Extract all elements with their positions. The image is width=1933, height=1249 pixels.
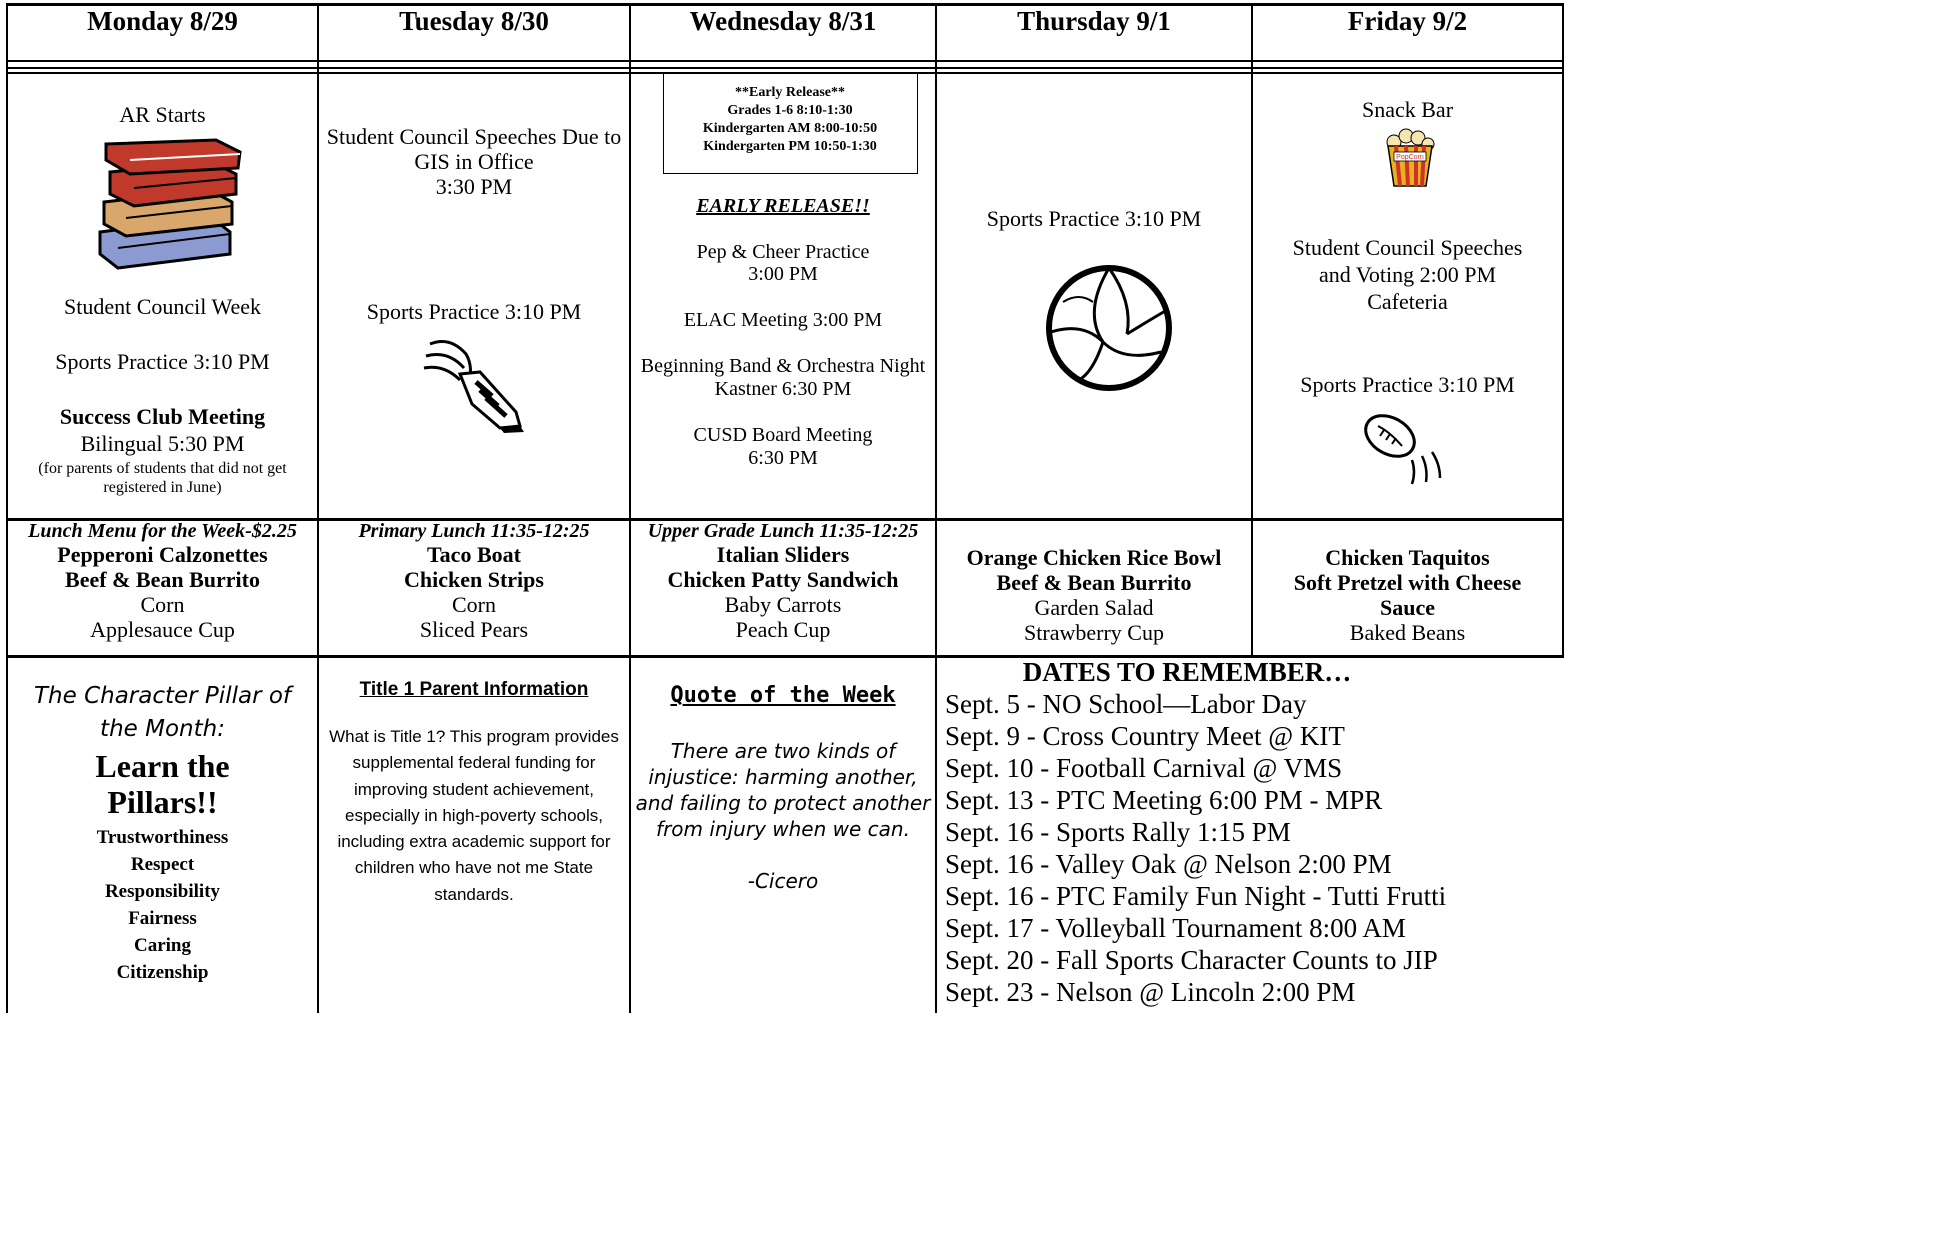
lunch-tuesday bbox=[319, 520, 629, 642]
snack-bar: Snack Bar bbox=[1361, 97, 1454, 122]
dates-to-remember bbox=[937, 657, 1562, 1008]
lunch-item: Sliced Pears bbox=[419, 617, 529, 642]
early-release-box bbox=[663, 73, 918, 174]
quote-of-week bbox=[631, 682, 935, 894]
date-item: Sept. 20 - Fall Sports Character Counts to JIP bbox=[945, 945, 1438, 975]
band-night: Beginning Band & Orchestra Night bbox=[640, 355, 926, 377]
lunch-thursday bbox=[937, 545, 1251, 645]
lunch-item: Soft Pretzel with Cheese bbox=[1293, 570, 1522, 595]
lunch-item: Baked Beans bbox=[1349, 620, 1466, 645]
lunch-item: Beef & Bean Burrito bbox=[996, 570, 1192, 595]
lunch-item: Corn bbox=[140, 592, 185, 617]
pillar-item: Respect bbox=[130, 854, 195, 875]
tuesday-sports-practice: Sports Practice 3:10 PM bbox=[366, 299, 582, 324]
date-item: Sept. 16 - Sports Rally 1:15 PM bbox=[945, 817, 1291, 847]
lunch-monday bbox=[8, 520, 317, 642]
early-release-heading: EARLY RELEASE!! bbox=[696, 195, 870, 217]
lunch-item: Beef & Bean Burrito bbox=[65, 567, 260, 592]
date-item: Sept. 5 - NO School—Labor Day bbox=[945, 689, 1307, 719]
day-header-wednesday: Wednesday 8/31 bbox=[689, 6, 877, 36]
quote-heading: Quote of the Week bbox=[670, 683, 896, 708]
title1-body: What is Title 1? This program provides supplemental federal funding for improving student achievement, especially in high-poverty schools, including extra academic support for children who have not me State standards. bbox=[329, 727, 619, 904]
date-item: Sept. 13 - PTC Meeting 6:00 PM - MPR bbox=[945, 785, 1383, 815]
quote-text: There are two kinds of injustice: harming another, and failing to protect another from injury when we can. bbox=[635, 739, 931, 841]
quote-author: -Cicero bbox=[747, 869, 819, 893]
pillar-item: Fairness bbox=[128, 908, 197, 929]
lunch-header: Upper Grade Lunch 11:35-12:25 bbox=[647, 520, 919, 542]
winged-shoe-icon bbox=[420, 334, 530, 439]
date-item: Sept. 23 - Nelson @ Lincoln 2:00 PM bbox=[945, 977, 1356, 1007]
lunch-item: Baby Carrots bbox=[724, 592, 842, 617]
title1-info bbox=[319, 678, 629, 908]
speeches-due-time: 3:30 PM bbox=[435, 174, 513, 199]
pillar-intro: The Character Pillar of the Month: bbox=[33, 683, 292, 742]
date-item: Sept. 9 - Cross Country Meet @ KIT bbox=[945, 721, 1345, 751]
popcorn-label: PopCorn bbox=[1396, 154, 1424, 161]
lunch-item: Peach Cup bbox=[735, 617, 831, 642]
thursday-sports-practice: Sports Practice 3:10 PM bbox=[986, 206, 1202, 231]
title1-heading: Title 1 Parent Information bbox=[359, 679, 589, 700]
success-club-meeting: Success Club Meeting bbox=[59, 404, 266, 429]
lunch-friday bbox=[1253, 545, 1562, 645]
volleyball-icon bbox=[1043, 262, 1175, 399]
day-header-monday: Monday 8/29 bbox=[87, 6, 238, 36]
lunch-item: Strawberry Cup bbox=[1024, 620, 1164, 645]
box-line-grades: Grades 1-6 8:10-1:30 bbox=[727, 103, 853, 118]
lunch-item: Chicken Strips bbox=[404, 567, 544, 592]
friday-speeches-line3: Cafeteria bbox=[1367, 289, 1448, 314]
date-item: Sept. 17 - Volleyball Tournament 8:00 AM bbox=[945, 913, 1406, 943]
box-title: **Early Release** bbox=[734, 85, 846, 100]
friday-sports-practice: Sports Practice 3:10 PM bbox=[1300, 372, 1515, 397]
cusd-board-meeting: CUSD Board Meeting bbox=[693, 424, 873, 446]
football-icon bbox=[1360, 410, 1450, 495]
lunch-item: Italian Sliders bbox=[716, 542, 850, 567]
bilingual-meeting: Bilingual 5:30 PM bbox=[80, 431, 245, 456]
pep-cheer-practice: Pep & Cheer Practice bbox=[696, 241, 870, 263]
pillar-item: Trustworthiness bbox=[96, 827, 229, 848]
pillar-item: Caring bbox=[134, 935, 191, 956]
friday-speeches-line1: Student Council Speeches bbox=[1292, 235, 1523, 260]
friday-speeches-line2: and Voting 2:00 PM bbox=[1318, 262, 1497, 287]
box-line-kinder-pm: Kindergarten PM 10:50-1:30 bbox=[703, 139, 877, 154]
popcorn-icon bbox=[1382, 128, 1438, 193]
monday-sports-practice: Sports Practice 3:10 PM bbox=[55, 349, 270, 374]
character-pillar bbox=[8, 680, 317, 986]
lunch-wednesday bbox=[631, 520, 935, 642]
lunch-item: Pepperoni Calzonettes bbox=[57, 542, 268, 567]
elac-meeting: ELAC Meeting 3:00 PM bbox=[683, 309, 883, 331]
lunch-header: Lunch Menu for the Week-$2.25 bbox=[28, 520, 297, 542]
lunch-item: Applesauce Cup bbox=[90, 617, 235, 642]
speeches-due: Student Council Speeches Due to GIS in Office bbox=[326, 124, 622, 174]
lunch-header: Primary Lunch 11:35-12:25 bbox=[358, 520, 590, 542]
date-item: Sept. 10 - Football Carnival @ VMS bbox=[945, 753, 1343, 783]
dates-list bbox=[937, 688, 1562, 1008]
day-header-friday: Friday 9/2 bbox=[1347, 6, 1468, 36]
lunch-item: Chicken Patty Sandwich bbox=[667, 567, 899, 592]
cusd-time: 6:30 PM bbox=[748, 447, 818, 469]
lunch-item: Garden Salad bbox=[1034, 595, 1154, 620]
lunch-item: Chicken Taquitos bbox=[1325, 545, 1490, 570]
lunch-item: Corn bbox=[452, 592, 496, 617]
monday-note: (for parents of students that did not get registered in June) bbox=[38, 460, 287, 496]
pillar-item: Responsibility bbox=[104, 881, 221, 902]
ar-starts: AR Starts bbox=[119, 102, 206, 127]
lunch-item: Orange Chicken Rice Bowl bbox=[966, 545, 1222, 570]
pep-cheer-time: 3:00 PM bbox=[748, 263, 818, 285]
box-line-kinder-am: Kindergarten AM 8:00-10:50 bbox=[702, 121, 878, 136]
lunch-item: Taco Boat bbox=[427, 542, 521, 567]
day-header-thursday: Thursday 9/1 bbox=[1017, 6, 1171, 36]
date-item: Sept. 16 - PTC Family Fun Night - Tutti Frutti bbox=[945, 881, 1447, 911]
date-item: Sept. 16 - Valley Oak @ Nelson 2:00 PM bbox=[945, 849, 1392, 879]
student-council-week: Student Council Week bbox=[63, 294, 262, 319]
pillar-title: Learn the Pillars!! bbox=[95, 748, 230, 820]
books-icon bbox=[92, 136, 246, 275]
dates-heading: DATES TO REMEMBER… bbox=[1022, 657, 1352, 687]
day-header-tuesday: Tuesday 8/30 bbox=[399, 6, 549, 36]
lunch-item: Sauce bbox=[1380, 595, 1435, 620]
pillar-item: Citizenship bbox=[116, 962, 209, 983]
band-location: Kastner 6:30 PM bbox=[714, 378, 852, 400]
